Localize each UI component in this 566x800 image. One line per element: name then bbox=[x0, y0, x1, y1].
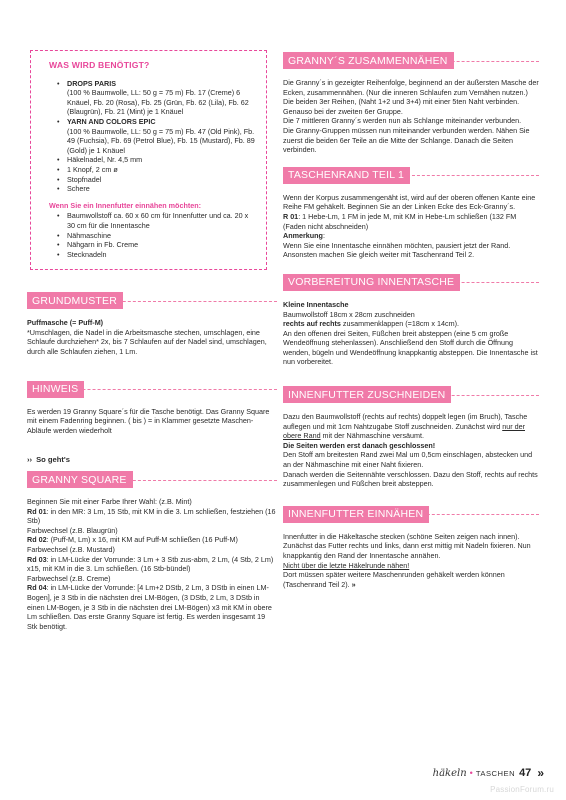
zuschneiden-p3: Danach werden die Seitennähte verschlossen. Dazu den Stoff, rechts auf rechts zusammenlegen und Füßchen breit absteppen. bbox=[283, 469, 538, 489]
round-3: Rd 03: in LM-Lücke der Vorrunde: 3 Lm + 3 Stb zus-abm, 2 Lm, (4 Stb, 2 Lm) x15, mit KM in die 3. Lm schließen. (16 Stb-bündel) bbox=[27, 554, 274, 574]
materials-item: • DROPS PARIS (100 % Baumwolle, LL: 50 g = 75 m) Fb. 17 (Creme) 6 Knäuel, Fb. 20 (Rosa), Fb. 25 (Grün, Fb. 62 (Lila), Fb. 62 (Blaugrün), Fb. 21 (Mint) je 1 Knäuel bbox=[57, 79, 256, 117]
zuschneiden-section bbox=[283, 386, 539, 489]
materials-item: • 1 Knopf, 2 cm ø bbox=[57, 165, 256, 175]
zusammen-p5: Die Granny-Gruppen müssen nun miteinander verbunden werden. Nähen Sie zuerst die beiden 6er Teile an die Mitte der Schlange. Danach die Seiten verbinden. bbox=[283, 125, 530, 155]
bullet-separator: • bbox=[469, 768, 473, 778]
page-number: 47 bbox=[519, 767, 532, 779]
zusammen-heading: GRANNY´S ZUSAMMENNÄHEN bbox=[283, 52, 454, 69]
zuschneiden-warning: Die Seiten werden erst danach geschlossen! bbox=[283, 440, 436, 450]
so-gehts-label: ›› So geht's bbox=[27, 455, 70, 465]
brand-logo: häkeln bbox=[432, 768, 467, 779]
hinweis-text: Es werden 19 Granny Square´s für die Tasche benötigt. Das Granny Square mit einem Fadenring beginnen. ( bis ) = in Klammer gesetzte Maschen-Abläufe werden wiederholt bbox=[27, 406, 270, 435]
einnaehen-p2: Dort müssen später weitere Maschenrunden gehäkelt werden können (Taschenrand Teil 2). » bbox=[283, 570, 505, 589]
zuschneiden-p1: Dazu den Baumwollstoff (rechts auf rechts) doppelt legen (im Bruch), Tasche auflegen und mit 1cm Nahtzugabe Stoff zuschneiden. Zunächst wird nur der obere Rand mit der Nähmaschine versäumt. bbox=[283, 412, 528, 441]
materials-item: • Stopfnadel bbox=[57, 175, 256, 185]
grundmuster-section bbox=[27, 292, 277, 356]
continue-arrow-icon: » bbox=[351, 579, 356, 589]
einnaehen-heading: INNENFUTTER EINNÄHEN bbox=[283, 506, 429, 523]
granny-intro: Beginnen Sie mit einer Farbe Ihrer Wahl: (z.B. Mint) bbox=[27, 497, 192, 507]
zusammen-section bbox=[283, 52, 539, 155]
materials-item: • Häkelnadel, Nr. 4,5 mm bbox=[57, 155, 256, 165]
round-2: Rd 02: (Puff-M, Lm) x 16, mit KM auf Puff-M schließen (16 Puff-M) bbox=[27, 535, 238, 545]
color-change: Farbwechsel (z.B. Creme) bbox=[27, 573, 111, 583]
puffmasche-text: *Umschlagen, die Nadel in die Arbeitsmasche stechen, umschlagen, eine Schlaufe durchziehen* 2x, bis 7 Schlaufen auf der Nadel sind, umschlagen, durch alle Schlaufen ziehen, 1 Lm. bbox=[27, 327, 267, 357]
einnaehen-p1: Innenfutter in die Häkeltasche stecken (schöne Seiten zeigen nach innen). Zunächst das Futter rechts und links, dann erst mittig mit Nadeln fixieren. Nun knappkantig den Rand der Innentasche annähen. bbox=[283, 531, 531, 560]
lining-subtitle: Wenn Sie ein Innenfutter einnähen möchten: bbox=[49, 200, 202, 210]
einnaehen-underline: Nicht über die letzte Häkelrunde nähen! bbox=[283, 560, 410, 570]
materials-item: • YARN AND COLORS EPIC (100 % Baumwolle, LL: 50 g = 75 m) Fb. 47 (Old Pink), Fb. 49 (Fuchsia), Fb. 69 (Petrol Blue), Fb. 15 (Mustard), Fb. 89 (Gold) je 1 Knäuel bbox=[57, 117, 256, 155]
anmerkung-text: Wenn Sie eine Innentasche einnähen möchten, pausiert jetzt der Rand. Ansonsten machen Sie gleich weiter mit Taschenrand Teil 2. bbox=[283, 240, 511, 260]
grundmuster-heading: GRUNDMUSTER bbox=[27, 292, 123, 309]
section-label: TASCHEN bbox=[475, 769, 516, 778]
materials-item: • Schere bbox=[57, 184, 256, 194]
taschenrand-p1: Wenn der Korpus zusammengenäht ist, wird auf der oberen offenen Kante eine Reihe FM gehäkelt. Beginnen Sie an der Linken Ecke des Eck-Granny´s. bbox=[283, 192, 536, 212]
zusammen-p1: Die Granny´s in gezeigter Reihenfolge, beginnend an der äußersten Masche der Ecken, zusammennähen. (Nur die inneren Schlaufen zum Vernähen nutzen.) bbox=[283, 78, 539, 97]
lining-item: • Nähgarn in Fb. Creme bbox=[57, 240, 256, 250]
hinweis-heading: HINWEIS bbox=[27, 381, 84, 398]
innentasche-title: Kleine Innentasche bbox=[283, 299, 349, 309]
zusammen-p4: Die 7 mittleren Granny´s werden nun als Schlange miteinander verbunden. bbox=[283, 116, 522, 126]
right-column bbox=[283, 52, 539, 589]
round-1: Rd 01: in den MR: 3 Lm, 15 Stb, mit KM in die 3. Lm schließen, festziehen (16 Stb) bbox=[27, 506, 276, 526]
color-change: Farbwechsel (z.B. Blaugrün) bbox=[27, 525, 118, 535]
lining-list bbox=[49, 211, 256, 259]
lining-item: • Stecknadeln bbox=[57, 250, 256, 260]
lining-item: • Nähmaschine bbox=[57, 231, 256, 241]
zuschneiden-p2: Den Stoff am breitesten Rand zwei Mal um 0,5cm einschlagen, abstecken und an der Nähmaschine mit einer Naht fixieren. bbox=[283, 450, 533, 470]
materials-list bbox=[49, 79, 256, 194]
page-footer bbox=[432, 766, 544, 780]
lining-item: • Baumwollstoff ca. 60 x 60 cm für Innenfutter und ca. 20 x 30 cm für die Innentasche bbox=[57, 211, 256, 230]
taschenrand-r01: R 01: 1 Hebe-Lm, 1 FM in jede M, mit KM in Hebe-Lm schließen (132 FM (Faden nicht abschneiden) bbox=[283, 211, 517, 231]
watermark: PassionForum.ru bbox=[490, 785, 554, 794]
taschenrand-heading: TASCHENRAND TEIL 1 bbox=[283, 167, 410, 184]
innentasche-line1: Baumwollstoff 18cm x 28cm zuschneiden bbox=[283, 309, 415, 319]
zusammen-p3: Genauso bei der zweiten 6er Gruppe. bbox=[283, 106, 403, 116]
anmerkung: Anmerkung: bbox=[283, 231, 325, 241]
hinweis-section bbox=[27, 381, 277, 436]
innentasche-line2: rechts auf rechts zusammenklappen (=18cm x 14cm). bbox=[283, 319, 459, 329]
zuschneiden-heading: INNENFUTTER ZUSCHNEIDEN bbox=[283, 386, 451, 403]
puffmasche-term: Puffmasche (= Puff-M) bbox=[27, 318, 104, 328]
zusammen-p2: Die beiden 3er Reihen, (Naht 1+2 und 3+4) mit einer 5ten Naht verbinden. bbox=[283, 97, 520, 107]
materials-title: WAS WIRD BENÖTIGT? bbox=[49, 60, 150, 70]
innentasche-p1: An den offenen drei Seiten, Füßchen breit absteppen (eine 5 cm große Wendeöffnung stehenlassen). Anschließend den Stoff durch die Öffnung wenden, bügeln und Wendeöffnung knappkantig absteppen. Die Innentasche ist nun vorbereitet. bbox=[283, 328, 538, 367]
round-4: Rd 04: in LM-Lücke der Vorrunde: [4 Lm+2 DStb, 2 Lm, 3 DStb in einen LM-Bogen], je 3 Stb in die nächsten drei LM-Bögen, (3 DStb, 2 Lm, 3 DStb in einen LM-Bogen, je 3 Stb in die nächsten drei LM-Bögen) x3 mit KM in obere Lm schließen. Das erste Granny Square ist fertig. Es werden insgesamt 19 Stk benötigt. bbox=[27, 583, 272, 631]
color-change: Farbwechsel (z.B. Mustard) bbox=[27, 545, 115, 554]
left-column bbox=[27, 50, 277, 631]
chevron-right-icon: ›› bbox=[27, 455, 33, 465]
granny-square-heading: GRANNY SQUARE bbox=[27, 471, 133, 488]
vorbereitung-section bbox=[283, 274, 539, 367]
taschenrand-section bbox=[283, 167, 539, 260]
next-page-icon: » bbox=[537, 766, 544, 780]
materials-box bbox=[30, 50, 267, 270]
vorbereitung-heading: VORBEREITUNG INNENTASCHE bbox=[283, 274, 460, 291]
granny-square-section bbox=[27, 471, 277, 631]
einnaehen-section bbox=[283, 506, 539, 590]
